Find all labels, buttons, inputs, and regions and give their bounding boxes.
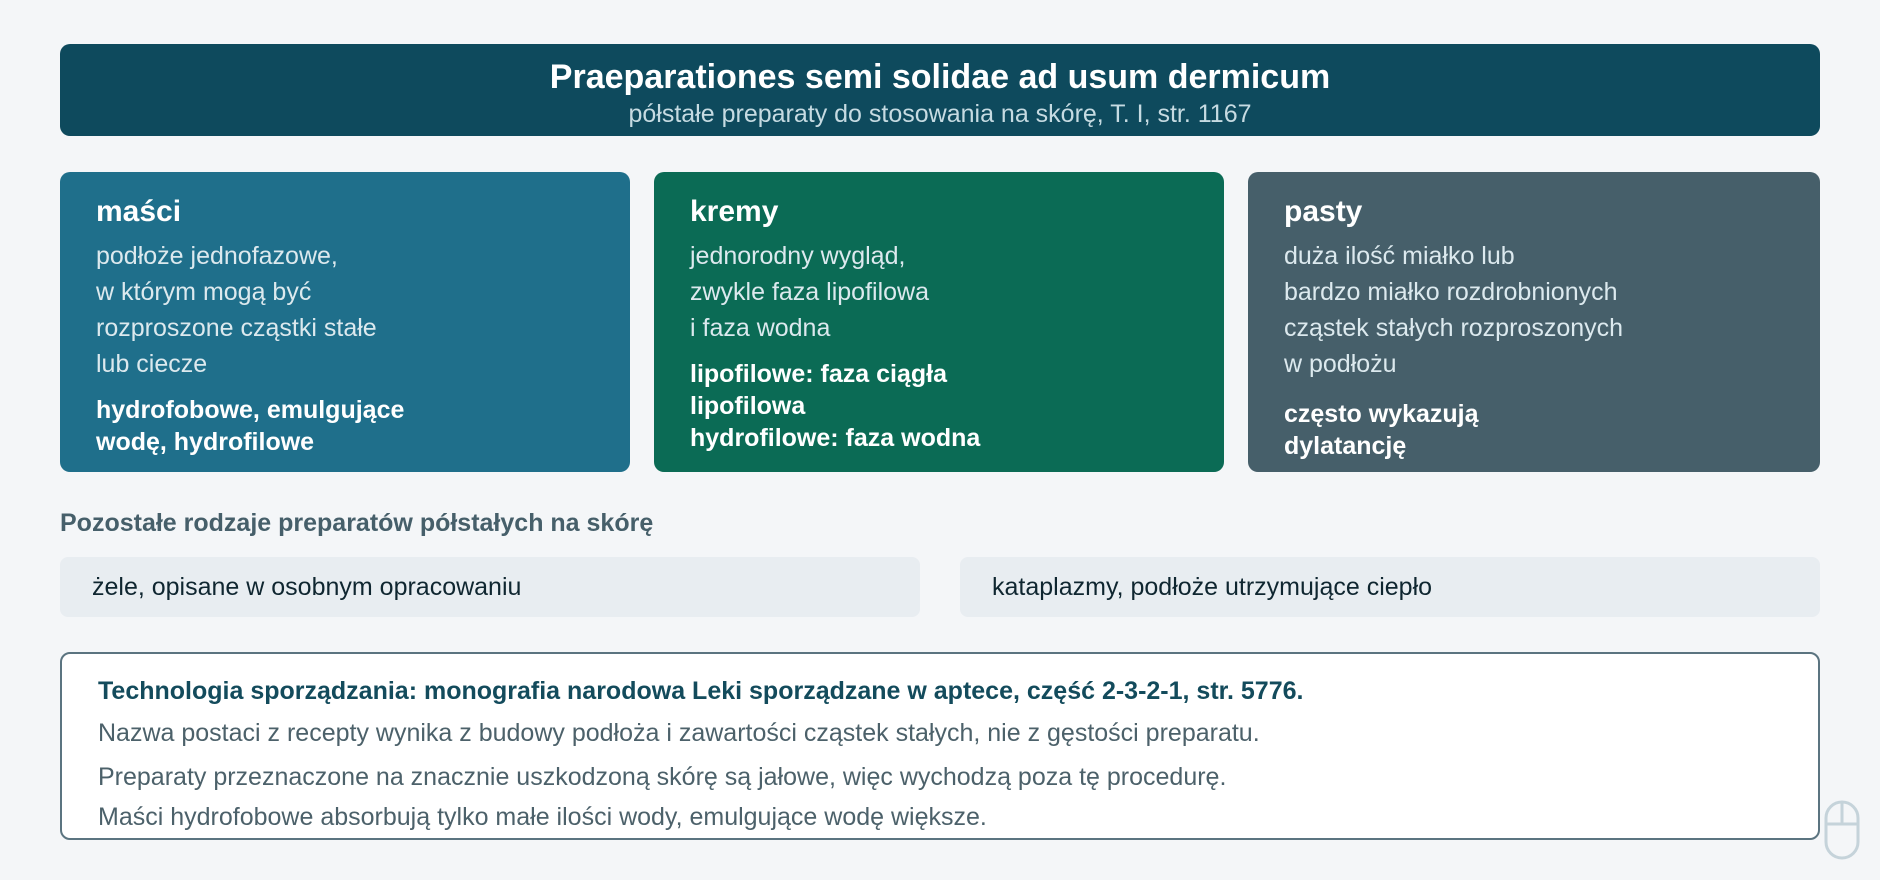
card-pasty	[1248, 172, 1820, 472]
page-subtitle: półstałe preparaty do stosowania na skórę, T. I, str. 1167	[628, 100, 1252, 128]
card-note: lipofilowe: faza ciągła lipofilowa hydrofilowe: faza wodna	[690, 360, 981, 452]
card-kremy	[654, 172, 1224, 472]
technology-line: Preparaty przeznaczone na znacznie uszkodzoną skórę są jałowe, więc wychodzą poza tę procedurę.	[98, 763, 1227, 791]
card-note: hydrofobowe, emulgujące wodę, hydrofilowe	[96, 396, 405, 456]
card-note: często wykazują dylatancję	[1284, 400, 1479, 460]
card-description: duża ilość miałko lub bardzo miałko rozdrobnionych cząstek stałych rozproszonych w podłożu	[1284, 242, 1624, 378]
mouse-scroll-icon	[1824, 800, 1860, 860]
other-type-item: żele, opisane w osobnym opracowaniu	[60, 557, 920, 617]
card-description: podłoże jednofazowe, w którym mogą być rozproszone cząstki stałe lub ciecze	[96, 242, 377, 378]
technology-line: Maści hydrofobowe absorbują tylko małe ilości wody, emulgujące wodę większe.	[98, 803, 987, 831]
technology-box	[60, 652, 1820, 840]
other-types-heading: Pozostałe rodzaje preparatów półstałych na skórę	[60, 509, 654, 537]
technology-title: Technologia sporządzania: monografia narodowa Leki sporządzane w aptece, część 2-3-2-1, str. 5776.	[98, 677, 1304, 705]
card-masci	[60, 172, 630, 472]
card-title: pasty	[1284, 195, 1363, 228]
card-title: maści	[96, 195, 182, 228]
page-header	[60, 44, 1820, 136]
other-type-item: kataplazmy, podłoże utrzymujące ciepło	[960, 557, 1820, 617]
technology-line: Nazwa postaci z recepty wynika z budowy podłoża i zawartości cząstek stałych, nie z gęstości preparatu.	[98, 719, 1260, 747]
page-title: Praeparationes semi solidae ad usum dermicum	[549, 58, 1331, 96]
card-description: jednorodny wygląd, zwykle faza lipofilowa i faza wodna	[690, 242, 929, 342]
card-title: kremy	[690, 195, 779, 228]
